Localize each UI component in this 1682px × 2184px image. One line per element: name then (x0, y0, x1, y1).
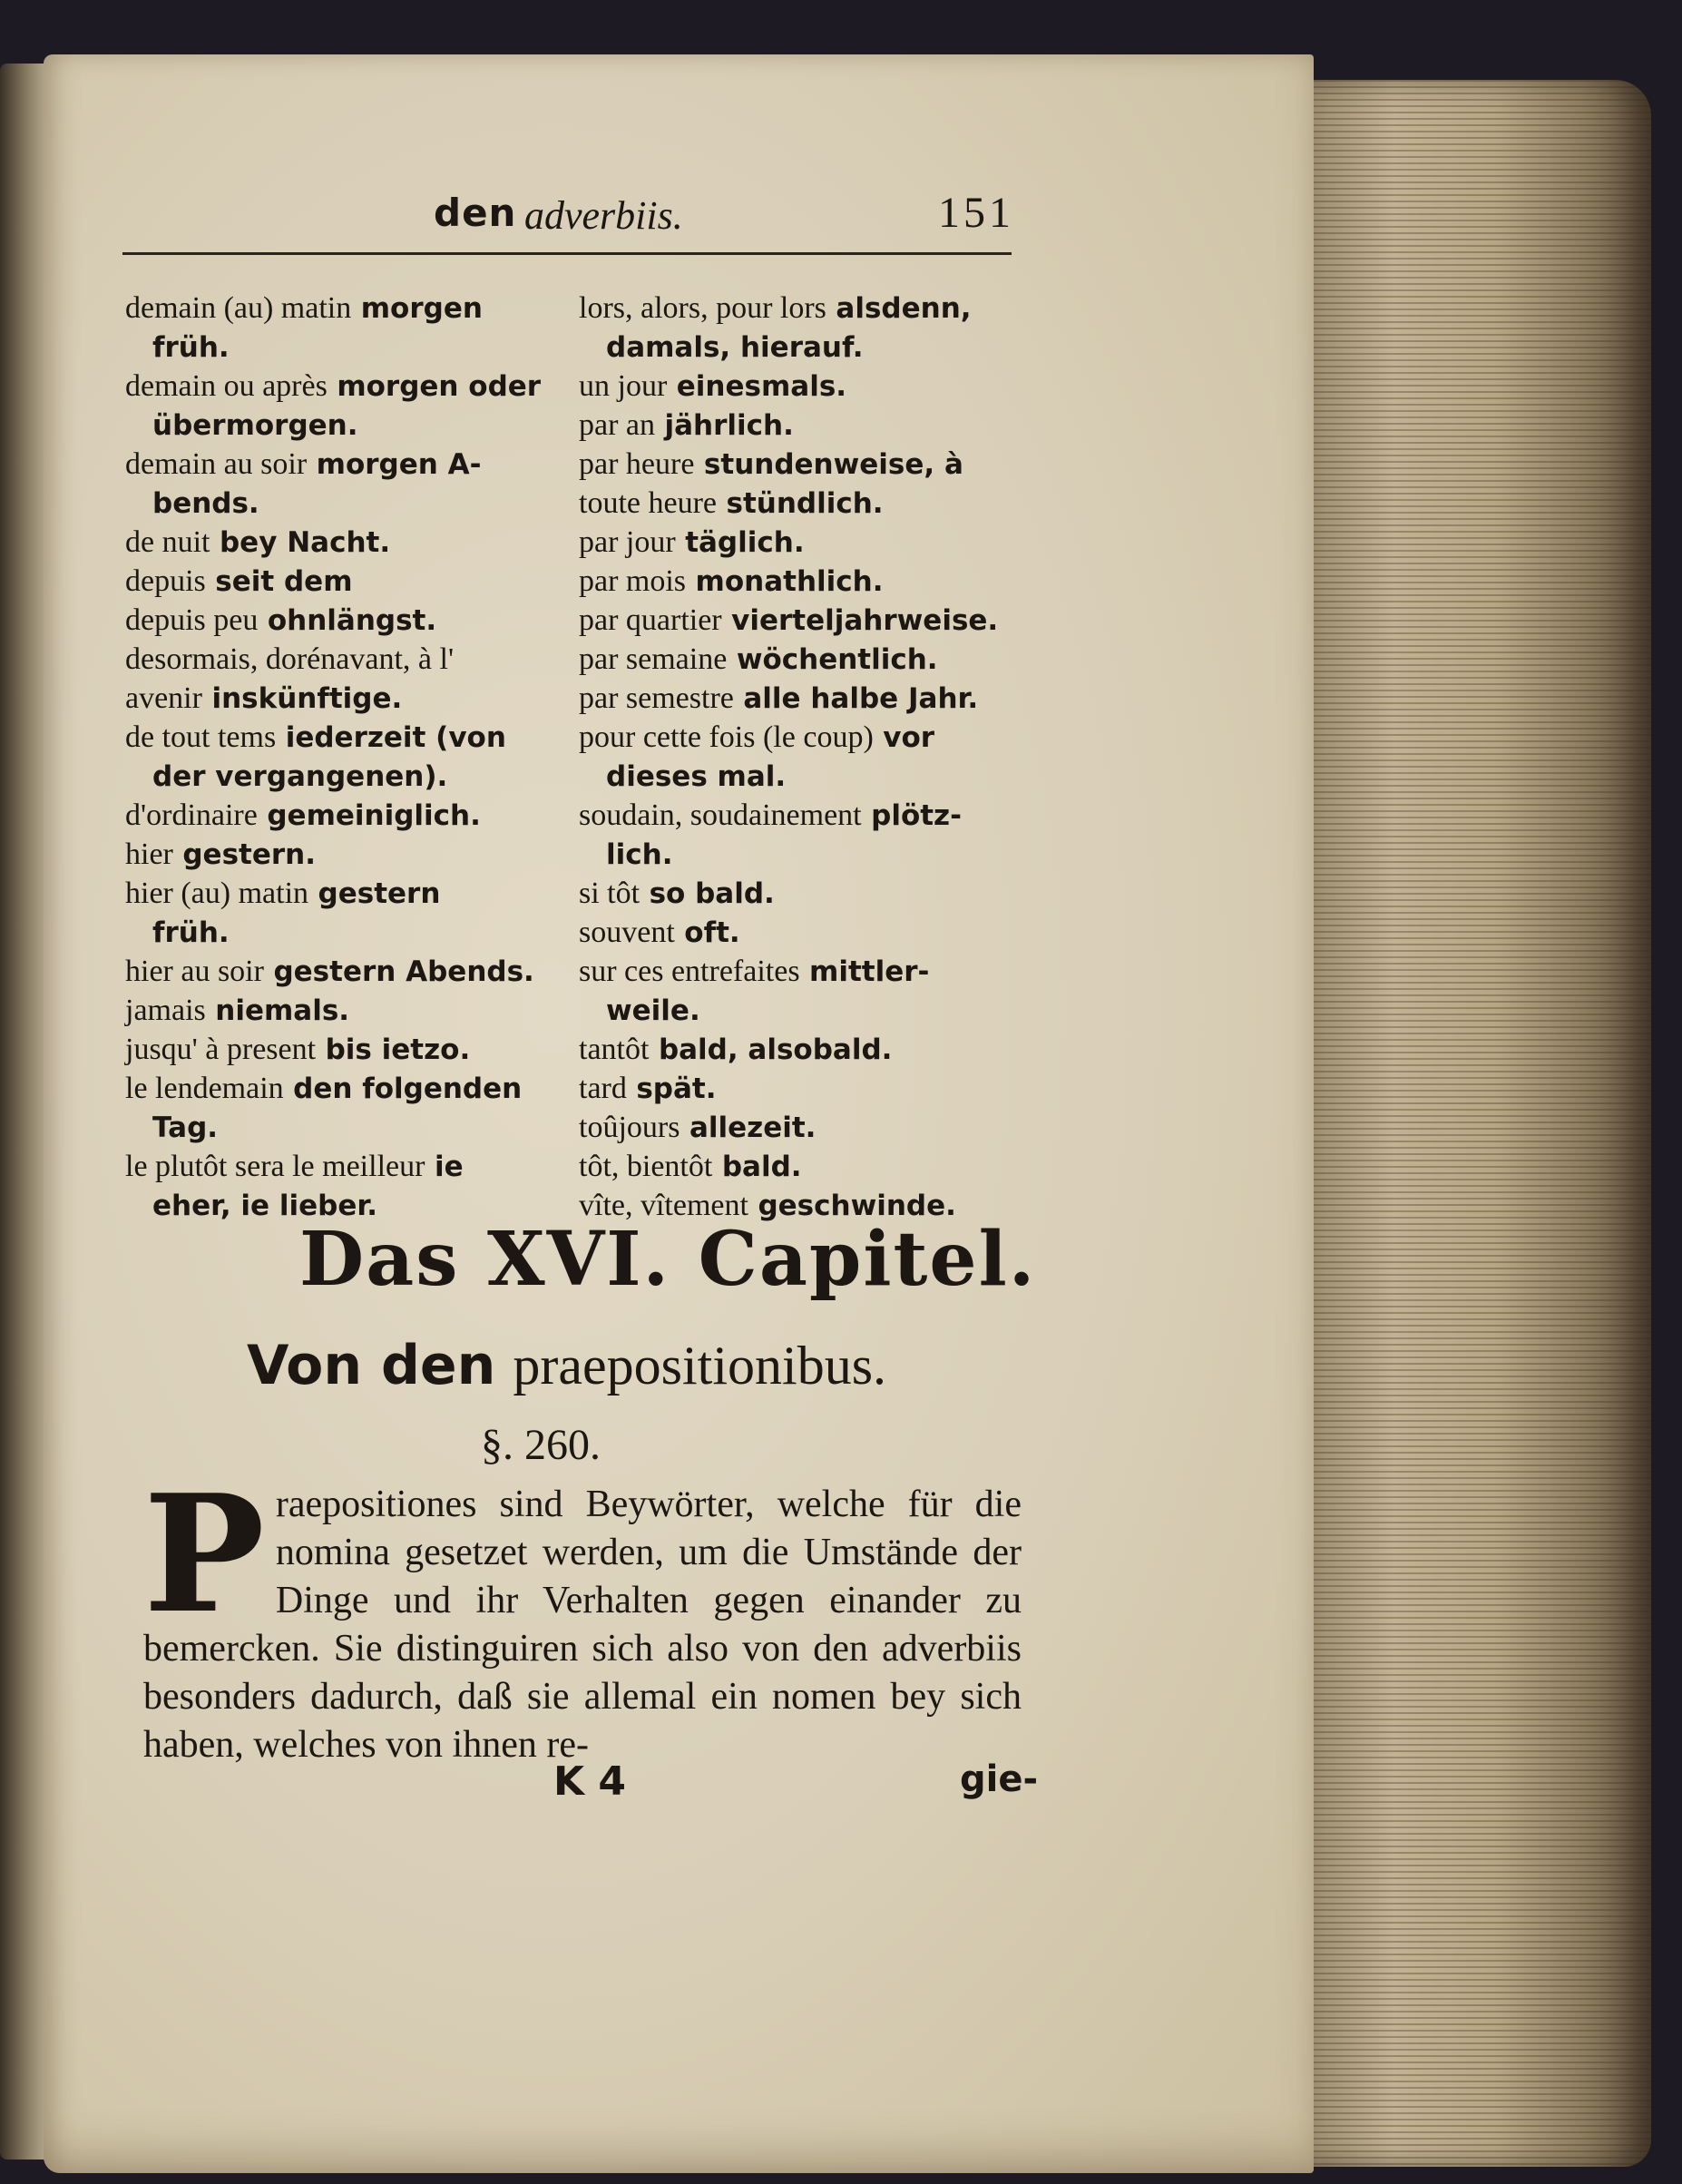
french-term: tôt, bientôt (579, 1150, 713, 1183)
french-term: par heure (579, 447, 695, 481)
german-term: bey Nacht. (219, 526, 391, 559)
french-term: pour cette fois (le coup) (579, 720, 874, 754)
vocab-line (579, 328, 1014, 367)
french-term: hier (125, 837, 173, 871)
german-term: gestern. (182, 838, 317, 871)
vocab-line (579, 913, 1014, 952)
vocab-line (579, 991, 1014, 1030)
german-term: ie (434, 1151, 464, 1183)
subtitle-latin: praepositionibus. (513, 1336, 887, 1396)
french-term: par an (579, 408, 656, 442)
german-term: bald. (721, 1151, 802, 1183)
vocab-line (125, 1069, 561, 1108)
french-term: vîte, vîtement (579, 1189, 748, 1222)
vocab-line (579, 679, 1014, 718)
vocab-line (125, 367, 561, 406)
vocab-line (125, 835, 561, 874)
vocab-line (125, 679, 561, 718)
german-term: vor (883, 721, 935, 754)
vocab-line (125, 1108, 561, 1147)
german-term: jährlich. (664, 409, 794, 442)
french-term: par quartier (579, 603, 722, 637)
french-term: demain ou après (125, 369, 328, 403)
french-term: depuis peu (125, 603, 259, 637)
vocab-line (125, 718, 561, 757)
vocab-line (579, 796, 1014, 835)
right-vocabulary-column (579, 289, 1014, 1225)
french-term: toute heure (579, 486, 717, 520)
french-term: demain (au) matin (125, 291, 352, 325)
chapter-subtitle (247, 1334, 886, 1397)
vocab-line (579, 952, 1014, 991)
german-term: vierteljahrweise. (731, 604, 999, 637)
german-term: gestern Abends. (273, 955, 534, 988)
vocab-line (125, 562, 561, 601)
body-paragraph (143, 1459, 1022, 1769)
catchword: gie- (960, 1758, 1039, 1800)
german-term: so bald. (649, 877, 775, 910)
french-term: tard (579, 1072, 627, 1105)
signature-mark: K 4 (553, 1758, 627, 1805)
french-term: jusqu' à present (125, 1033, 317, 1066)
vocab-line (125, 757, 561, 796)
vocab-line (579, 874, 1014, 913)
german-term: stundenweise, à (703, 448, 963, 481)
vocab-line (579, 718, 1014, 757)
french-term: de nuit (125, 525, 210, 559)
german-term: dieses mal. (606, 760, 787, 793)
vocab-line (125, 796, 561, 835)
french-term: par jour (579, 525, 676, 559)
german-term: den folgenden (293, 1072, 523, 1105)
german-term: monathlich. (695, 565, 884, 598)
french-term: un jour (579, 369, 668, 403)
drop-cap: P (143, 1459, 265, 1649)
vocab-line (579, 601, 1014, 640)
german-term: alle halbe Jahr. (743, 682, 979, 715)
german-term: alsdenn, (836, 292, 972, 325)
german-term: der vergangenen). (152, 760, 448, 793)
french-term: demain au soir (125, 447, 308, 481)
french-term: le lendemain (125, 1072, 284, 1105)
paragraph-text: raepositiones sind Beywörter, welche für die nomina gesetzet werden, um die Umstände der Dinge und ihr Verhalten gegen einander zu bemercken. Sie distinguiren sich also von den adverbiis besonders dadurch, daß sie allemal ein nomen bey sich haben, welches von ihnen re- (143, 1484, 1022, 1766)
vocab-line (579, 562, 1014, 601)
german-term: iederzeit (von (285, 721, 506, 754)
vocab-line (579, 484, 1014, 523)
german-term: allezeit. (689, 1112, 817, 1144)
vocab-line (125, 640, 561, 679)
german-term: bis ietzo. (325, 1033, 471, 1066)
german-term: wöchentlich. (736, 643, 938, 676)
vocab-line (579, 289, 1014, 328)
german-term: gemeiniglich. (267, 799, 481, 832)
header-rule (122, 252, 1012, 255)
vocab-line (125, 1030, 561, 1069)
french-term: lors, alors, pour lors (579, 291, 826, 325)
running-head-latin: adverbiis. (524, 193, 683, 238)
german-term: früh. (152, 331, 230, 364)
german-term: geschwinde. (758, 1190, 956, 1222)
german-term: bald, alsobald. (658, 1033, 893, 1066)
vocab-line (125, 328, 561, 367)
german-term: weile. (606, 994, 700, 1027)
french-term: le plutôt sera le meilleur (125, 1150, 425, 1183)
vocab-line (579, 367, 1014, 406)
german-term: niemals. (215, 994, 350, 1027)
german-term: morgen oder (337, 370, 542, 403)
french-term: par mois (579, 564, 687, 598)
german-term: täglich. (685, 526, 805, 559)
vocab-line (579, 1069, 1014, 1108)
german-term: spät. (636, 1072, 717, 1105)
vocab-line (125, 1147, 561, 1186)
vocab-line (579, 835, 1014, 874)
vocab-line (125, 484, 561, 523)
german-term: mittler- (809, 955, 930, 988)
german-term: bends. (152, 487, 259, 520)
vocab-line (579, 445, 1014, 484)
vocab-line (125, 874, 561, 913)
german-term: stündlich. (726, 487, 884, 520)
vocab-line (579, 757, 1014, 796)
vocab-line (579, 1108, 1014, 1147)
french-term: hier au soir (125, 955, 264, 988)
french-term: soudain, soudainement (579, 798, 862, 832)
vocab-line (579, 406, 1014, 445)
french-term: hier (au) matin (125, 877, 309, 910)
french-term: par semaine (579, 642, 728, 676)
vocab-line (579, 1030, 1014, 1069)
german-term: plötz- (871, 799, 962, 832)
vocab-line (125, 601, 561, 640)
german-term: eher, ie lieber. (152, 1190, 377, 1222)
german-term: inskünftige. (211, 682, 403, 715)
french-term: desormais, dorénavant, à l' (125, 642, 455, 676)
german-term: morgen (360, 292, 483, 325)
page-number: 151 (938, 189, 1014, 237)
german-term: gestern (318, 877, 441, 910)
german-term: übermorgen. (152, 409, 358, 442)
french-term: si tôt (579, 877, 641, 910)
german-term: seit dem (215, 565, 353, 598)
vocab-line (125, 952, 561, 991)
french-term: d'ordinaire (125, 798, 258, 832)
vocab-line (125, 445, 561, 484)
vocab-line (125, 289, 561, 328)
vocab-line (125, 913, 561, 952)
chapter-title: Das XVI. Capitel. (299, 1216, 1037, 1303)
french-term: toûjours (579, 1111, 680, 1144)
french-term: sur ces entrefaites (579, 955, 800, 988)
french-term: jamais (125, 994, 206, 1027)
german-term: oft. (684, 916, 740, 949)
german-term: morgen A- (316, 448, 482, 481)
german-term: lich. (606, 838, 673, 871)
vocab-line (125, 991, 561, 1030)
german-term: einesmals. (676, 370, 847, 403)
french-term: par semestre (579, 681, 734, 715)
vocab-line (579, 523, 1014, 562)
german-term: früh. (152, 916, 230, 949)
french-term: depuis (125, 564, 206, 598)
french-term: souvent (579, 916, 675, 949)
left-vocabulary-column (125, 289, 561, 1225)
french-term: tantôt (579, 1033, 650, 1066)
vocab-line (579, 640, 1014, 679)
vocab-line (579, 1147, 1014, 1186)
vocab-line (125, 523, 561, 562)
subtitle-german: Von den (247, 1334, 496, 1397)
french-term: de tout tems (125, 720, 277, 754)
french-term: avenir (125, 681, 202, 715)
german-term: Tag. (152, 1112, 219, 1144)
running-head-word: den (434, 191, 517, 235)
section-number: §. 260. (481, 1421, 601, 1469)
german-term: ohnlängst. (267, 604, 437, 637)
german-term: damals, hierauf. (606, 331, 864, 364)
vocab-line (125, 406, 561, 445)
